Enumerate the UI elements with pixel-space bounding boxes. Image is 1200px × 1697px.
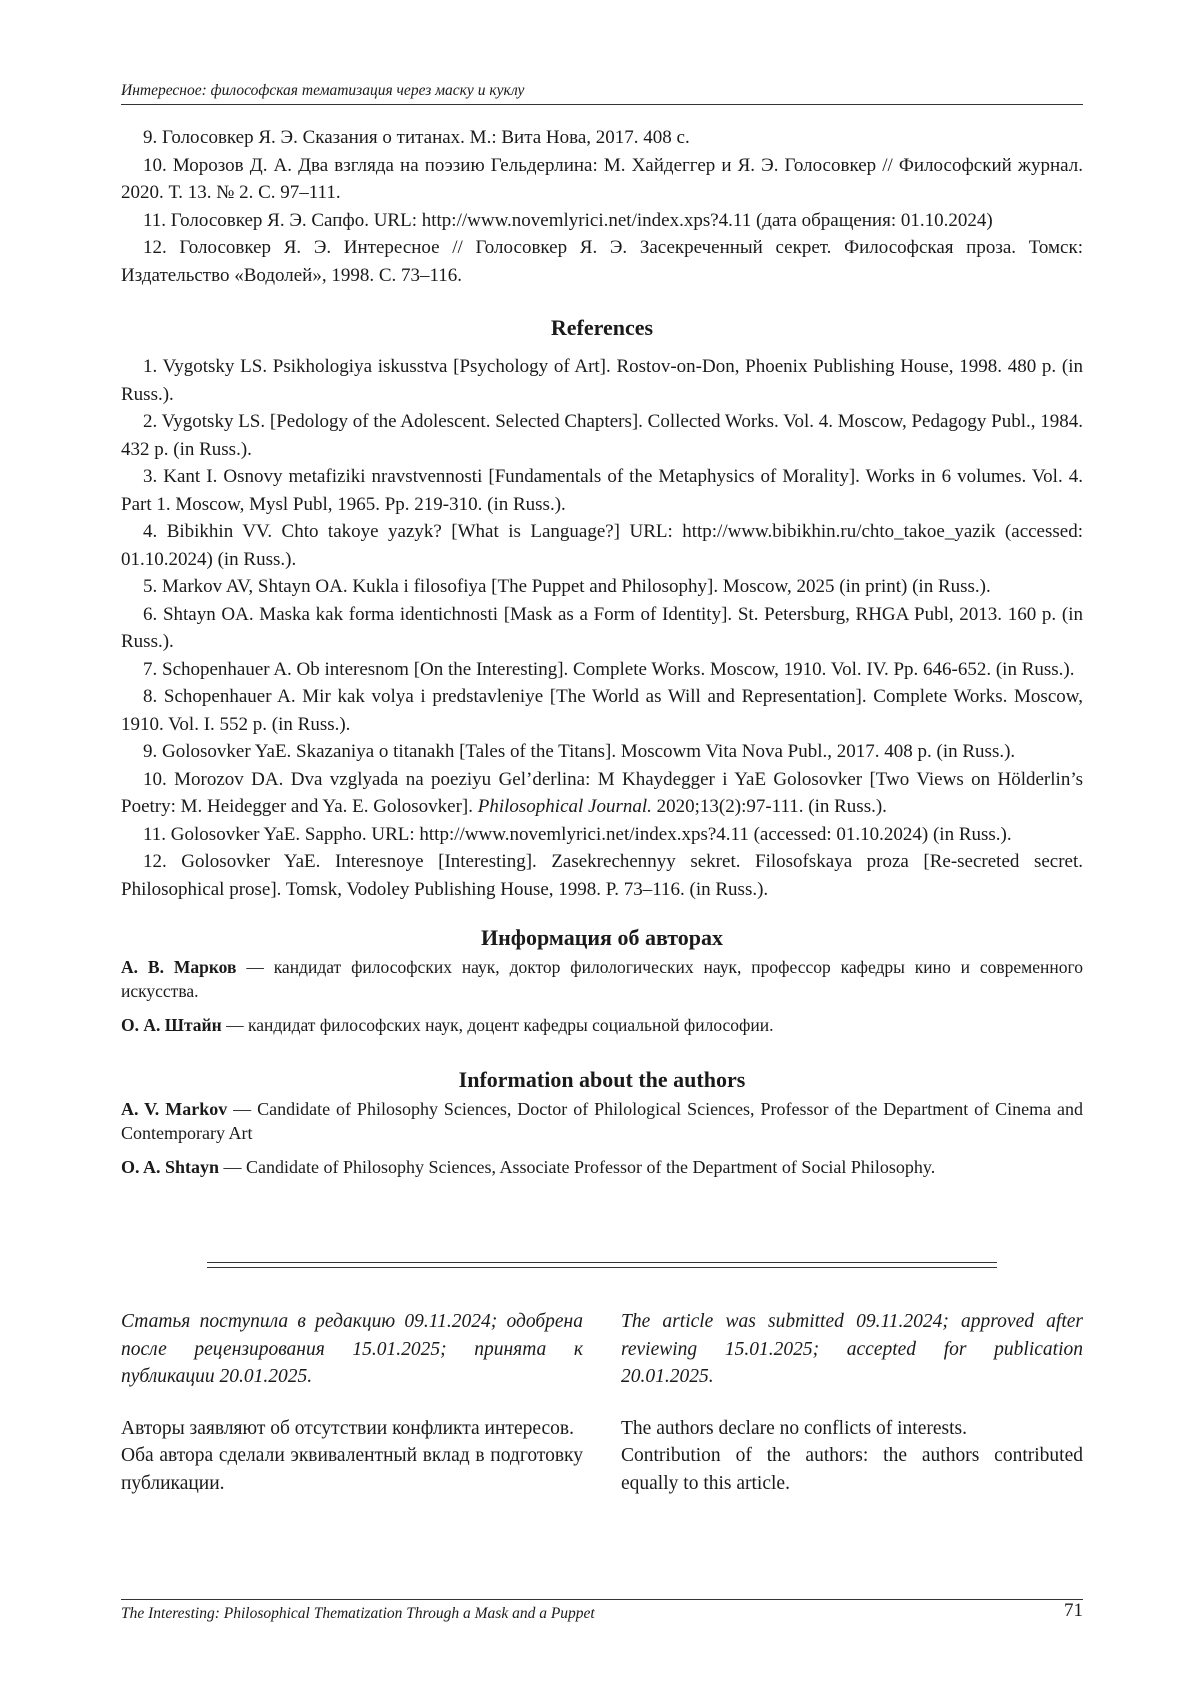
reference-item: 1. Vygotsky LS. Psikhologiya iskusstva [Psychology of Art]. Rostov-on-Don, Phoenix Publishing House, 1998. 480 p. (in Russ.). (121, 356, 1083, 405)
double-rule-divider (207, 1262, 997, 1268)
page-number: 71 (1064, 1600, 1083, 1621)
en-authors-heading: Information about the authors (458, 1067, 746, 1092)
running-head: Интересное: философская тематизация через маску и куклу (121, 82, 1083, 105)
author-name: О. А. Штайн (121, 1015, 222, 1035)
author-entry (121, 955, 1083, 1003)
conflict-statement: The authors declare no conflicts of interests. (621, 1417, 968, 1439)
ru-authors-heading: Информация об авторах (480, 925, 724, 950)
content (121, 124, 1083, 1189)
contribution-statement: Оба автора сделали эквивалентный вклад в подготовку публикации. (121, 1445, 583, 1494)
reference-item: 12. Golosovker YaE. Interesnoye [Interesting]. Zasekrechennyy sekret. Filosofskaya proza [Re-secreted secret. Philosophical prose]. Tomsk, Vodoley Publishing House, 1998. P. 73–116. (in Russ.). (121, 851, 1083, 900)
english-author-info (121, 1067, 1083, 1179)
reference-10-journal: Philosophical Journal. (477, 796, 652, 817)
submission-dates: The article was submitted 09.11.2024; approved after reviewing 15.01.2025; accepted for publication 20.01.2025. (621, 1311, 1083, 1387)
reference-item: 8. Schopenhauer A. Mir kak volya i predstavleniye [The World as Will and Representation]. Complete Works. Moscow, 1910. Vol. I. 552 p. (in Russ.). (121, 686, 1083, 735)
author-entry (121, 1155, 1083, 1179)
russian-references-list (121, 124, 1083, 289)
russian-author-info (121, 925, 1083, 1037)
reference-item: 10. Морозов Д. А. Два взгляда на поэзию Гельдерлина: М. Хайдеггер и Я. Э. Голосовкер // Философский журнал. 2020. Т. 13. № 2. С. 97–111. (121, 154, 1083, 203)
author-description: — Candidate of Philosophy Sciences, Associate Professor of the Department of Social Philosophy. (219, 1157, 936, 1177)
author-entry (121, 1097, 1083, 1145)
reference-10-text: 10. Morozov DA. Dva vzglyada na poeziyu Gel’derlina: M Khaydegger i YaE Golosovker [Two Views on Hölderlin’s Poetry: M. Heidegger and Ya. E. Golosovker]. (121, 768, 1083, 817)
reference-item: 11. Голосовкер Я. Э. Сапфо. URL: http://www.novemlyrici.net/index.xps?4.11 (дата обращения: 01.10.2024) (143, 209, 993, 231)
footer-notes-russian (121, 1308, 583, 1497)
author-description: — кандидат философских наук, доцент кафедры социальной философии. (221, 1015, 774, 1035)
references-section (121, 315, 1083, 903)
conflict-statement: Авторы заявляют об отсутствии конфликта интересов. (121, 1417, 574, 1439)
reference-item: 9. Голосовкер Я. Э. Сказания о титанах. М.: Вита Нова, 2017. 408 с. (143, 127, 690, 148)
reference-item: 12. Голосовкер Я. Э. Интересное // Голосовкер Я. Э. Засекреченный секрет. Философская проза. Томск: Издательство «Водолей», 1998. С. 73–116. (121, 237, 1083, 286)
reference-item: 4. Bibikhin VV. Chto takoye yazyk? [What is Language?] URL: http://www.bibikhin.ru/chto_takoe_yazik (accessed: 01.10.2024) (in Russ.). (121, 521, 1083, 570)
reference-item: 7. Schopenhauer A. Ob interesnom [On the Interesting]. Complete Works. Moscow, 1910. Vol. IV. Pp. 646-652. (in Russ.). (143, 658, 1075, 680)
author-name: А. В. Марков (121, 957, 237, 977)
reference-item: 6. Shtayn OA. Maska kak forma identichnosti [Mask as a Form of Identity]. St. Petersburg, RHGA Publ, 2013. 160 p. (in Russ.). (121, 603, 1083, 652)
author-name: A. V. Markov (121, 1099, 228, 1119)
author-description: — Candidate of Philosophy Sciences, Doctor of Philological Sciences, Professor of the Department of Cinema and Contemporary Art (121, 1099, 1083, 1143)
reference-10-tail: 2020;13(2):97-111. (in Russ.). (651, 796, 887, 817)
footer-notes-english (621, 1308, 1083, 1497)
author-name: O. A. Shtayn (121, 1157, 220, 1177)
footer-article-title: The Interesting: Philosophical Thematization Through a Mask and a Puppet (121, 1605, 595, 1622)
contribution-statement: Contribution of the authors: the authors contributed equally to this article. (621, 1445, 1083, 1494)
page (121, 0, 1083, 1697)
author-description: — кандидат философских наук, доктор филологических наук, профессор кафедры кино и современного искусства. (121, 957, 1083, 1001)
reference-item-10 (121, 766, 1083, 821)
reference-item: 3. Kant I. Osnovy metafiziki nravstvennosti [Fundamentals of the Metaphysics of Morality]. Works in 6 volumes. Vol. 4. Part 1. Moscow, Mysl Publ, 1965. Pp. 219-310. (in Russ.). (121, 466, 1083, 515)
footer-rule (121, 1599, 1083, 1600)
author-entry (121, 1013, 1083, 1037)
reference-item: 2. Vygotsky LS. [Pedology of the Adolescent. Selected Chapters]. Collected Works. Vol. 4. Moscow, Pedagogy Publ., 1984. 432 p. (in Russ.). (121, 411, 1083, 460)
submission-dates: Статья поступила в редакцию 09.11.2024; одобрена после рецензирования 15.01.2025; принята к публикации 20.01.2025. (121, 1311, 583, 1387)
reference-item: 9. Golosovker YaE. Skazaniya o titanakh [Tales of the Titans]. Moscowm Vita Nova Publ., 2017. 408 p. (in Russ.). (143, 741, 1016, 762)
reference-item: 5. Markov AV, Shtayn OA. Kukla i filosofiya [The Puppet and Philosophy]. Moscow, 2025 (in print) (in Russ.). (143, 576, 991, 597)
references-heading: References (550, 315, 654, 340)
reference-item: 11. Golosovker YaE. Sappho. URL: http://www.novemlyrici.net/index.xps?4.11 (accessed: 01.10.2024) (in Russ.). (143, 823, 1012, 845)
